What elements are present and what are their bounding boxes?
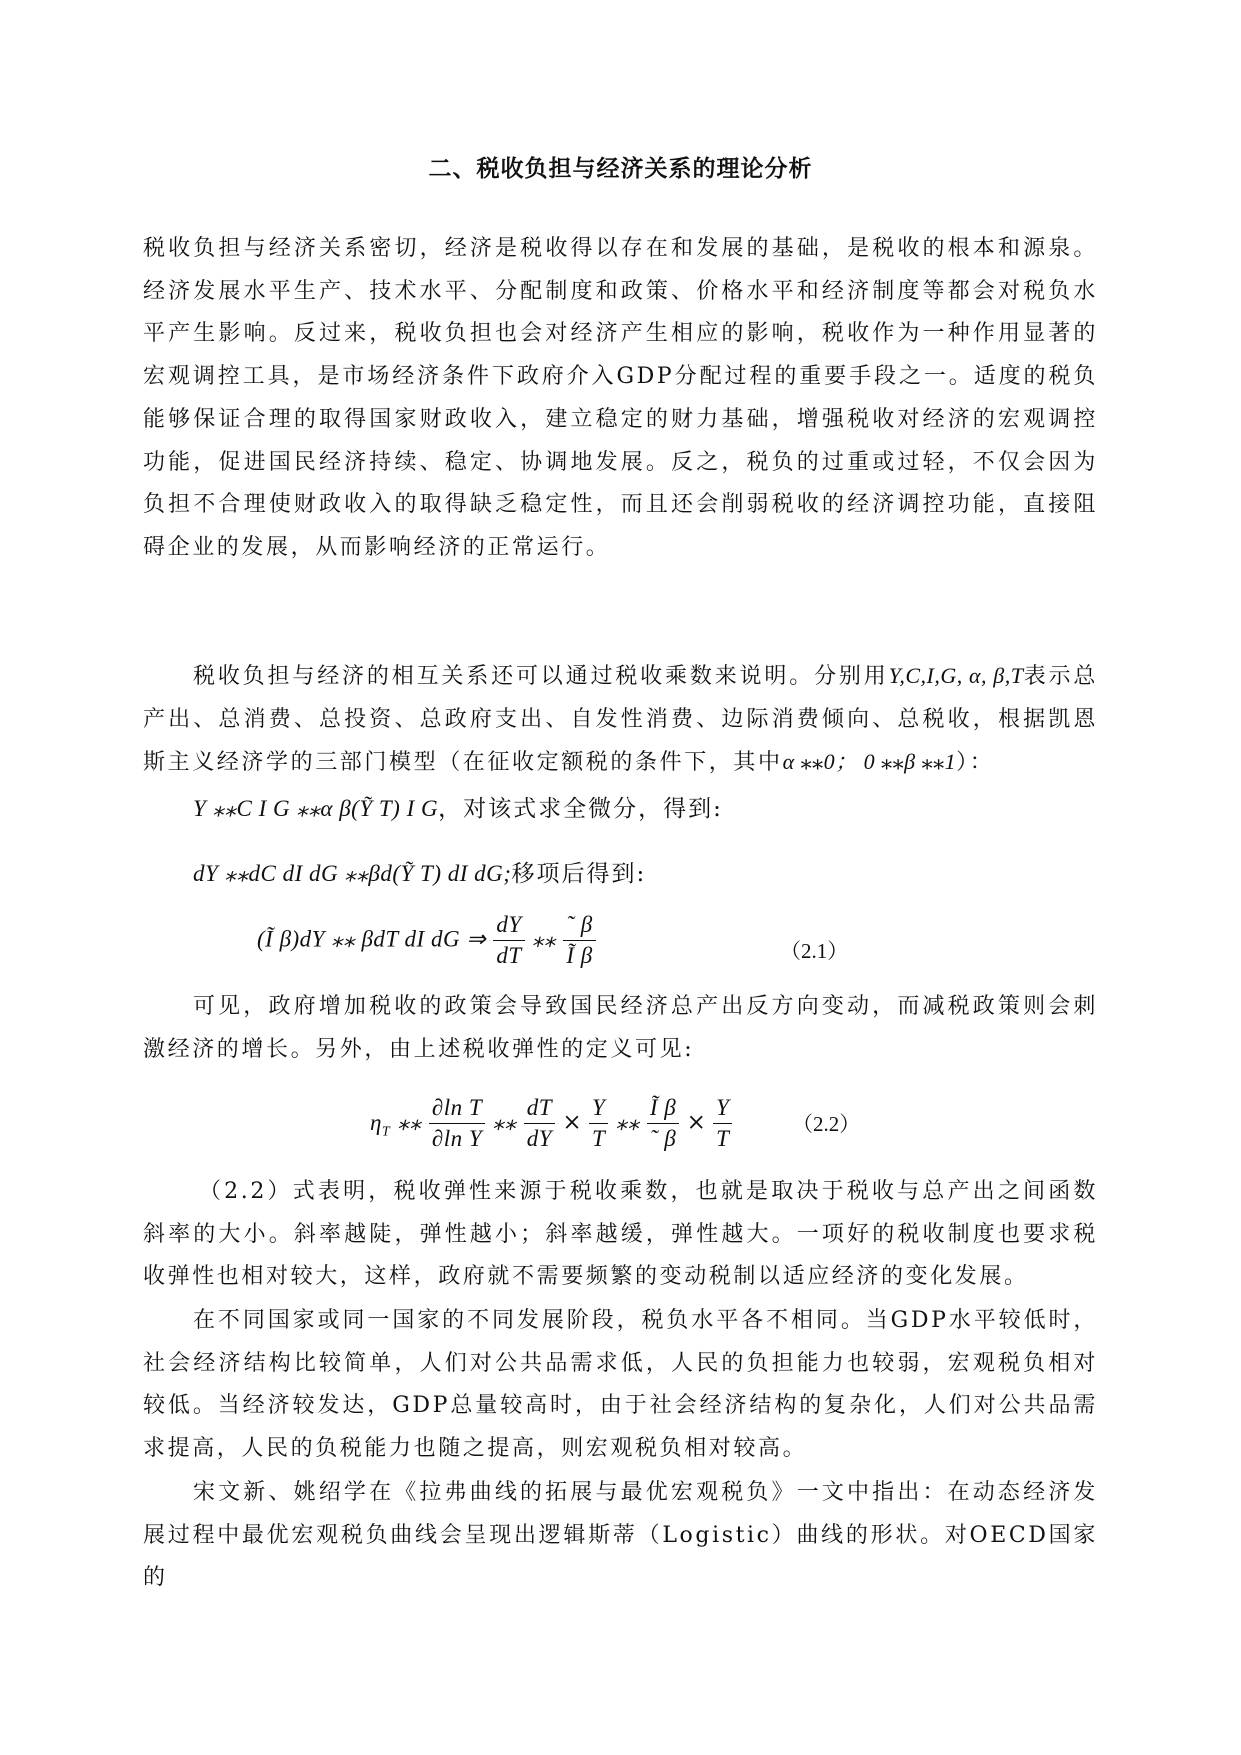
section-title: 二、税收负担与经济关系的理论分析 bbox=[428, 156, 813, 182]
equation-model-math: Y ⁎⁎C I G ⁎⁎α β(Ỹ T) I G bbox=[193, 796, 439, 821]
equation-model-text: ，对该式求全微分，得到: bbox=[438, 796, 723, 822]
equation-2-2-fraction-1-numerator: ∂ln T bbox=[429, 1095, 485, 1124]
equation-2-1-fraction-numerator: dY bbox=[493, 912, 524, 941]
equation-2-1-left: (Ĩ β)dY ⁎⁎ βdT dI dG ⇒ bbox=[257, 926, 487, 952]
equation-model bbox=[193, 790, 723, 823]
equation-2-2-fraction-5-numerator: Y bbox=[713, 1095, 732, 1124]
equation-2-2-equals-1: ⁎⁎ bbox=[397, 1109, 422, 1135]
equation-2-1-number: （2.1） bbox=[780, 939, 849, 963]
equation-2-1 bbox=[257, 912, 596, 969]
equation-2-2-eta bbox=[370, 1109, 391, 1140]
equation-2-2-fraction-2 bbox=[524, 1095, 555, 1152]
paragraph-4: （2.2）式表明，税收弹性来源于税收乘数，也就是取决于税收与总产出之间函数斜率的大小。斜率越陡，弹性越小；斜率越缓，弹性越大。一项好的税收制度也要求税收弹性也相对较大，这样，政府就不需要频繁的变动税制以适应经济的变化发展。 bbox=[143, 1179, 1098, 1290]
paragraph-2-text-b: 表示总产出、总消费、总投资、总政府支出、自发性消费、边际消费倾向、总税收，根据凯恩斯主义经济学的三部门模型（在征收定额税的条件下，其中 bbox=[143, 664, 1098, 776]
equation-2-2-equals-3: ⁎⁎ bbox=[615, 1109, 640, 1135]
equation-2-2-fraction-1 bbox=[429, 1095, 485, 1152]
paragraph-6: 宋文新、姚绍学在《拉弗曲线的拓展与最优宏观税负》一文中指出：在动态经济发展过程中最优宏观税负曲线会呈现出逻辑斯蒂（Logistic）曲线的形状。对OECD国家的 bbox=[143, 1480, 1098, 1591]
equation-2-2-fraction-1-denominator: ∂ln Y bbox=[431, 1126, 483, 1151]
paragraph-2-condition: α ⁎⁎0； 0 ⁎⁎β ⁎⁎1 bbox=[782, 749, 957, 775]
equation-2-2-equals-2: ⁎⁎ bbox=[492, 1109, 517, 1135]
equation-2-2-fraction-3 bbox=[589, 1095, 608, 1152]
equation-2-2-fraction-4-denominator: ˜ β bbox=[649, 1126, 677, 1151]
equation-2-2-number: （2.2） bbox=[792, 1112, 861, 1136]
equation-2-2-fraction-3-denominator: T bbox=[591, 1126, 606, 1151]
equation-2-2-times-1: × bbox=[562, 1109, 582, 1136]
equation-differential-text: 移项后得到: bbox=[511, 861, 647, 887]
paragraph-5: 在不同国家或同一国家的不同发展阶段，税负水平各不相同。当GDP水平较低时，社会经济结构比较简单，人们对公共品需求低，人民的负担能力也较弱，宏观税负相对较低。当经济较发达，GDP总量较高时，由于社会经济结构的复杂化，人们对公共品需求提高，人民的负税能力也随之提高，则宏观税负相对较高。 bbox=[143, 1308, 1098, 1462]
equation-2-2-times-2: × bbox=[686, 1109, 706, 1136]
equation-differential-math: dY ⁎⁎dC dI dG ⁎⁎βd(Ỹ T) dI dG; bbox=[193, 861, 512, 886]
paragraph-2-text-c: ）： bbox=[956, 750, 995, 776]
equation-2-2-fraction-2-denominator: dY bbox=[526, 1126, 553, 1151]
equation-2-1-equals: ⁎⁎ bbox=[532, 926, 557, 952]
equation-2-1-result-numerator: ˜ β bbox=[563, 912, 595, 941]
equation-differential bbox=[193, 855, 646, 888]
equation-2-2-fraction-5-denominator: T bbox=[716, 1126, 730, 1151]
equation-2-2-eta-symbol: η bbox=[370, 1109, 382, 1135]
equation-2-2-fraction-4-numerator: Ĩ β bbox=[647, 1095, 679, 1124]
paragraph-1: 税收负担与经济关系密切，经济是税收得以存在和发展的基础，是税收的根本和源泉。经济发展水平生产、技术水平、分配制度和政策、价格水平和经济制度等都会对税负水平产生影响。反过来，税收负担也会对经济产生相应的影响，税收作为一种作用显著的宏观调控工具，是市场经济条件下政府介入GDP分配过程的重要手段之一。适度的税负能够保证合理的取得国家财政收入，建立稳定的财力基础，增强税收对经济的宏观调控功能，促进国民经济持续、稳定、协调地发展。反之，税负的过重或过轻，不仅会因为负担不合理使财政收入的取得缺乏稳定性，而且还会削弱税收的经济调控功能，直接阻碍企业的发展，从而影响经济的正常运行。 bbox=[143, 236, 1098, 560]
equation-2-2 bbox=[370, 1095, 732, 1152]
paragraph-2 bbox=[143, 655, 1098, 785]
paragraph-2-text-a: 税收负担与经济的相互关系还可以通过税收乘数来说明。分别用 bbox=[193, 664, 889, 689]
equation-2-2-fraction-2-numerator: dT bbox=[524, 1095, 555, 1124]
equation-2-2-fraction-5 bbox=[713, 1095, 732, 1152]
paragraph-3: 可见，政府增加税收的政策会导致国民经济总产出反方向变动，而减税政策则会刺激经济的增长。另外，由上述税收弹性的定义可见: bbox=[143, 994, 1098, 1062]
paragraph-2-variables: Y,C,I,G, α, β,T bbox=[888, 663, 1024, 688]
equation-2-1-fraction bbox=[493, 912, 524, 969]
equation-2-2-fraction-3-numerator: Y bbox=[589, 1095, 608, 1124]
equation-2-2-fraction-4 bbox=[647, 1095, 679, 1152]
equation-2-1-result-fraction bbox=[563, 912, 595, 969]
equation-2-1-result-denominator: Ĩ β bbox=[566, 943, 593, 968]
equation-2-1-fraction-denominator: dT bbox=[496, 943, 522, 968]
equation-2-2-eta-subscript: T bbox=[381, 1124, 391, 1140]
